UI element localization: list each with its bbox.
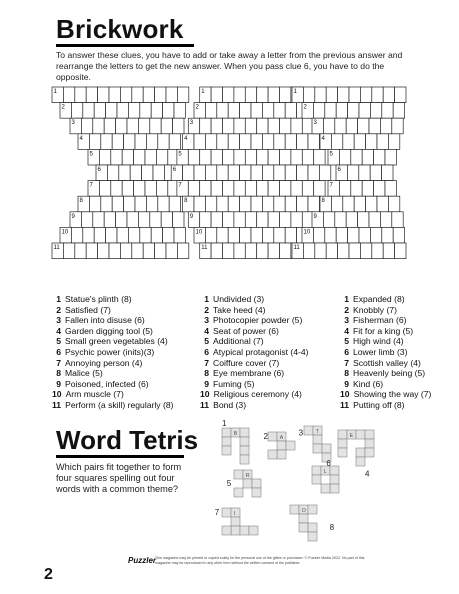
grid-row-number: 10 bbox=[303, 229, 311, 236]
tetris-piece[interactable] bbox=[227, 470, 261, 497]
clue-text: Poisoned, infected (6) bbox=[65, 378, 149, 389]
grid-row-number: 9 bbox=[189, 213, 194, 220]
clue-text: Putting off (8) bbox=[353, 399, 405, 410]
grid-row-number: 10 bbox=[61, 229, 69, 236]
tetris-cell bbox=[322, 444, 331, 453]
tetris-cell bbox=[222, 446, 231, 455]
tetris-piece[interactable] bbox=[264, 432, 296, 459]
grid-row-number: 11 bbox=[53, 245, 60, 251]
tetris-cell bbox=[222, 508, 231, 517]
tetris-cell bbox=[234, 488, 243, 497]
tetris-cell bbox=[330, 475, 339, 484]
clue-text: Atypical protagonist (4-4) bbox=[213, 346, 309, 357]
clue-text: Additional (7) bbox=[213, 336, 264, 347]
grid-row-number: 3 bbox=[189, 120, 194, 127]
clue-number: 4 bbox=[204, 325, 209, 336]
tetris-cell bbox=[356, 430, 365, 439]
grid-row-number: 8 bbox=[184, 198, 188, 205]
grid-row-number: 1 bbox=[293, 89, 297, 95]
tetris-cell bbox=[249, 526, 258, 535]
grid-row-number: 6 bbox=[337, 167, 341, 173]
clue-text: Scottish valley (4) bbox=[353, 357, 421, 368]
tetris-cell bbox=[356, 448, 365, 457]
tetris-piece[interactable] bbox=[215, 508, 258, 535]
clue-number: 9 bbox=[344, 378, 349, 389]
grid-row-number: 3 bbox=[71, 120, 75, 127]
tetris-cell bbox=[240, 437, 249, 446]
tetris-piece-number: 6 bbox=[326, 458, 331, 468]
grid-row-number: 3 bbox=[313, 120, 317, 127]
clue-number: 8 bbox=[204, 368, 209, 379]
tetris-piece[interactable] bbox=[290, 505, 335, 541]
grid-row-number: 10 bbox=[195, 229, 203, 236]
tetris-cell bbox=[312, 475, 321, 484]
tetris-cell bbox=[234, 470, 243, 479]
grid-row-number: 8 bbox=[79, 198, 83, 205]
grid-row-number: 6 bbox=[172, 167, 177, 173]
clue-text: Satisfied (7) bbox=[65, 304, 111, 315]
tetris-cell bbox=[365, 439, 374, 448]
grid-row-number: 4 bbox=[184, 135, 188, 142]
grid-row-number: 2 bbox=[61, 104, 65, 111]
clue-text: Undivided (3) bbox=[213, 294, 265, 304]
tetris-cell bbox=[313, 444, 322, 453]
clue-text: Fallen into disuse (6) bbox=[65, 315, 145, 326]
tetris-cell bbox=[243, 479, 252, 488]
grid-row-number: 7 bbox=[178, 182, 182, 189]
tetris-cell bbox=[240, 455, 249, 464]
tetris-letter: L bbox=[323, 468, 327, 475]
grid-row-number: 11 bbox=[201, 245, 208, 251]
tetris-cell bbox=[252, 488, 261, 497]
clue-text: Photocopier powder (5) bbox=[213, 315, 303, 326]
tetris-cell bbox=[365, 430, 374, 439]
tetris-cell bbox=[338, 439, 347, 448]
tetris-cell bbox=[330, 484, 339, 493]
tetris-letter: E bbox=[349, 432, 354, 439]
clue-number: 9 bbox=[56, 378, 61, 389]
tetris-cell bbox=[222, 437, 231, 446]
grid-row-number: 7 bbox=[89, 182, 93, 189]
tetris-cell bbox=[299, 514, 308, 523]
clue-number: 2 bbox=[56, 304, 61, 315]
grid-row-number: 11 bbox=[293, 245, 300, 251]
tetris-cell bbox=[308, 523, 317, 532]
tetris-piece-number: 2 bbox=[263, 432, 268, 441]
tetris-cell bbox=[252, 479, 261, 488]
tetris-piece-number: 8 bbox=[329, 523, 335, 532]
clue-number: 2 bbox=[344, 304, 349, 315]
clue-text: Heavenly being (5) bbox=[353, 368, 426, 379]
page-title: Brickwork bbox=[56, 14, 184, 44]
clue-number: 3 bbox=[204, 315, 209, 326]
tetris-cell bbox=[222, 526, 231, 535]
tetris-cell bbox=[299, 523, 308, 532]
tetris-cell bbox=[312, 466, 321, 475]
clue-text: Expanded (8) bbox=[353, 294, 405, 304]
clue-text: Fisherman (6) bbox=[353, 315, 407, 326]
tetris-piece-number: 7 bbox=[214, 508, 220, 517]
clue-text: Statue's plinth (8) bbox=[65, 294, 132, 304]
clue-text: Perform (a skill) regularly (8) bbox=[65, 399, 174, 410]
grid-row-number: 5 bbox=[178, 151, 182, 158]
tetris-cell bbox=[240, 428, 249, 437]
clue-number: 9 bbox=[204, 378, 209, 389]
clue-number: 3 bbox=[344, 315, 349, 326]
clue-number: 8 bbox=[344, 368, 349, 379]
clue-number: 5 bbox=[204, 336, 209, 347]
grid-row-number: 7 bbox=[329, 182, 333, 189]
tetris-cell bbox=[356, 457, 365, 466]
clue-number: 11 bbox=[340, 399, 350, 410]
grid-row-number: 9 bbox=[71, 213, 75, 220]
clue-number: 7 bbox=[344, 357, 349, 368]
tetris-cell bbox=[290, 505, 299, 514]
clue-text: Bond (3) bbox=[213, 399, 247, 410]
clue-text: Showing the way (7) bbox=[353, 389, 432, 400]
clue-number: 4 bbox=[56, 325, 61, 336]
tetris-piece-number: 5 bbox=[226, 479, 232, 488]
clue-text: Take heed (4) bbox=[213, 304, 266, 315]
tetris-piece[interactable] bbox=[299, 426, 331, 462]
tetris-cell bbox=[313, 435, 322, 444]
grid-row-number: 9 bbox=[313, 213, 317, 220]
clue-text: Arm muscle (7) bbox=[65, 389, 124, 400]
tetris-piece[interactable] bbox=[222, 419, 249, 464]
tetris-cell bbox=[268, 432, 277, 441]
grid-row-number: 6 bbox=[97, 167, 101, 173]
clue-number: 10 bbox=[340, 389, 350, 400]
clue-number: 8 bbox=[56, 368, 61, 379]
clue-number: 2 bbox=[204, 304, 209, 315]
clue-number: 10 bbox=[52, 389, 62, 400]
tetris-letter: R bbox=[245, 472, 250, 479]
clue-number: 4 bbox=[344, 325, 349, 336]
tetris-cell bbox=[231, 508, 240, 517]
tetris-cell bbox=[222, 428, 231, 437]
clue-text: Psychic power (inits)(3) bbox=[65, 346, 155, 357]
clue-text: Knobbly (7) bbox=[353, 304, 397, 315]
clue-number: 6 bbox=[344, 346, 349, 357]
tetris-cell bbox=[286, 441, 295, 450]
clue-text: Religious ceremony (4) bbox=[213, 389, 302, 400]
clue-text: Malice (5) bbox=[65, 368, 103, 379]
tetris-cell bbox=[338, 448, 347, 457]
tetris-cell bbox=[240, 526, 249, 535]
clue-text: Seat of power (6) bbox=[213, 325, 279, 336]
tetris-letter: T bbox=[315, 428, 319, 435]
grid-row-number: 5 bbox=[329, 151, 333, 158]
grid-row-number: 1 bbox=[201, 89, 205, 95]
tetris-cell bbox=[321, 484, 330, 493]
clue-number: 1 bbox=[56, 294, 61, 304]
word-tetris-question: Which pairs fit together to form four squares spelling out four words with a common theme? bbox=[56, 462, 182, 495]
copyright-notice: This magazine may be printed or copied solely for the personal use of the giftee or purchaser. © Puzzler Media 2022. No part of this magazine may be reproduced in any other form without the written consent of the publisher. bbox=[155, 556, 365, 565]
grid-row-number: 8 bbox=[321, 198, 325, 205]
clue-text: Fuming (5) bbox=[213, 378, 255, 389]
clue-number: 6 bbox=[204, 346, 209, 357]
tetris-piece[interactable] bbox=[338, 430, 374, 479]
clue-number: 6 bbox=[56, 346, 61, 357]
tetris-cell bbox=[231, 517, 240, 526]
tetris-cell bbox=[330, 466, 339, 475]
clue-number: 1 bbox=[204, 294, 209, 304]
clue-number: 11 bbox=[52, 399, 62, 410]
clue-text: Garden digging tool (5) bbox=[65, 325, 153, 336]
tetris-cell bbox=[304, 426, 313, 435]
tetris-letter: O bbox=[301, 507, 306, 514]
tetris-piece-number: 3 bbox=[298, 428, 304, 438]
grid-row-number: 2 bbox=[195, 104, 199, 111]
tetris-cell bbox=[231, 526, 240, 535]
tetris-cell bbox=[365, 448, 374, 457]
grid-row-number: 4 bbox=[321, 135, 325, 142]
clue-text: Small green vegetables (4) bbox=[65, 336, 168, 347]
clue-number: 5 bbox=[344, 336, 349, 347]
clue-number: 11 bbox=[200, 399, 210, 410]
tetris-letter: B bbox=[233, 430, 238, 437]
grid-row-number: 5 bbox=[89, 151, 93, 158]
tetris-piece-number: 4 bbox=[365, 469, 370, 479]
tetris-cell bbox=[308, 505, 317, 514]
tetris-letter: A bbox=[279, 434, 284, 441]
tetris-letter: I bbox=[233, 510, 236, 517]
tetris-piece[interactable] bbox=[312, 459, 339, 493]
clue-number: 3 bbox=[56, 315, 61, 326]
clue-number: 7 bbox=[204, 357, 209, 368]
clue-text: High wind (4) bbox=[353, 336, 404, 347]
tetris-piece-number: 1 bbox=[222, 419, 227, 428]
word-tetris-title: Word Tetris bbox=[56, 425, 199, 455]
tetris-cell bbox=[338, 430, 347, 439]
clue-text: Coiffure cover (7) bbox=[213, 357, 280, 368]
publisher-logo: Puzzler bbox=[128, 556, 157, 565]
tetris-cell bbox=[268, 450, 277, 459]
page-number: 2 bbox=[44, 566, 53, 583]
clue-number: 5 bbox=[56, 336, 61, 347]
grid-row-number: 1 bbox=[53, 89, 57, 95]
grid-row-number: 2 bbox=[303, 104, 307, 111]
tetris-cell bbox=[308, 532, 317, 541]
clue-text: Lower limb (3) bbox=[353, 346, 408, 357]
clue-text: Eye membrane (6) bbox=[213, 368, 285, 379]
clue-number: 10 bbox=[200, 389, 210, 400]
tetris-cell bbox=[240, 446, 249, 455]
grid-row-number: 4 bbox=[79, 135, 83, 142]
clue-text: Fit for a king (5) bbox=[353, 325, 414, 336]
clue-text: Annoying person (4) bbox=[65, 357, 143, 368]
clue-number: 7 bbox=[56, 357, 61, 368]
clue-number: 1 bbox=[344, 294, 349, 304]
tetris-cell bbox=[277, 450, 286, 459]
instructions: To answer these clues, you have to add or take away a letter from the previous answer and rearrange the letters to get the new answer. When you pass clue 6, you have to do the opposite. bbox=[56, 50, 403, 82]
clue-text: Kind (6) bbox=[353, 378, 384, 389]
tetris-cell bbox=[277, 441, 286, 450]
